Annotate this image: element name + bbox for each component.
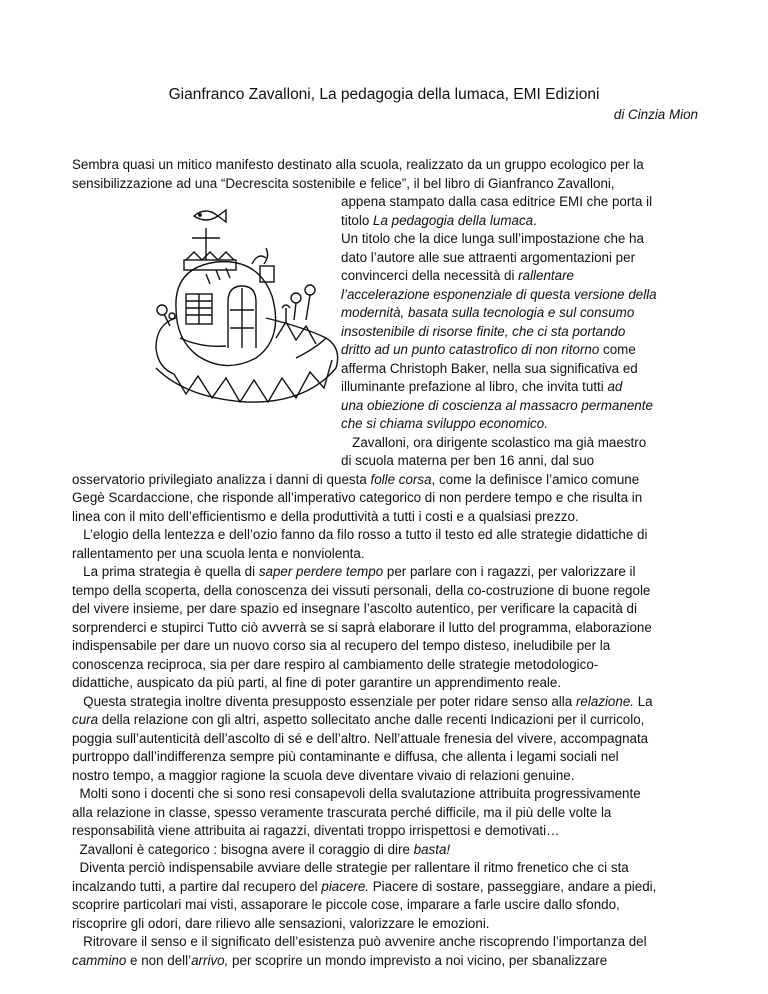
document-author: di Cinzia Mion — [613, 107, 698, 122]
paragraph-line: dato l’autore alle sue attraenti argomentazioni per — [341, 249, 636, 265]
paragraph-line: illuminante prefazione al libro, che invita tutti ad — [341, 379, 623, 394]
paragraph-line: sorprenderci e stupirci Tutto ciò avverrà se si saprà elaborare il lutto del programma, elaborazione — [72, 619, 652, 635]
paragraph-line: modernità, basata sulla tecnologia e sul consumo — [341, 305, 635, 320]
paragraph-line: sensibilizzazione ad una “Decrescita sostenibile e felice”, il bel libro di Gianfranco Zavalloni, — [72, 175, 615, 191]
paragraph-line: poggia sull’autenticità dell’ascolto di sé e dell’altro. Nell’attuale frenesia del vivere, accompagnata — [72, 730, 649, 746]
paragraph-line: convincerci della necessità di rallentare — [341, 268, 574, 283]
paragraph-line: conoscenza reciproca, sia per dare respiro al cambiamento delle strategie metodologico- — [72, 656, 599, 672]
paragraph-line: titolo La pedagogia della lumaca. — [341, 212, 537, 228]
paragraph-line: appena stampato dalla casa editrice EMI che porta il — [341, 194, 653, 209]
paragraph-line: Zavalloni è categorico : bisogna avere il coraggio di dire basta! — [72, 841, 451, 857]
paragraph-line: Diventa perciò indispensabile avviare delle strategie per rallentare il ritmo frenetico che ci sta — [72, 860, 629, 875]
paragraph-line: La prima strategia è quella di saper perdere tempo per parlare con i ragazzi, per valorizzare il — [72, 564, 636, 579]
paragraph-line: cammino e non dell’arrivo, per scoprire un mondo imprevisto a noi vicino, per sbanalizzare — [72, 952, 608, 968]
paragraph-line: Molti sono i docenti che si sono resi consapevoli della svalutazione attribuita progressivamente — [72, 786, 641, 801]
paragraph-line: scoprire particolari mai visti, assaporare le piccole cose, imparare a farle uscire dallo sfondo, — [72, 897, 620, 912]
paragraph-line: rallentamento per una scuola lenta e nonviolenta. — [72, 545, 365, 561]
paragraph-line: che si chiama sviluppo economico. — [341, 416, 548, 431]
paragraph-line: Ritrovare il senso e il significato dell’esistenza può avvenire anche riscoprendo l’importanza del — [72, 934, 647, 949]
paragraph-line: osservatorio privilegiato analizza i danni di questa folle corsa, come la definisce l’amico comune — [72, 471, 640, 487]
paragraph-line: del vivere insieme, per dare spazio ed insegnare l’ascolto autentico, per verificare la capacità di — [72, 601, 637, 616]
paragraph-line: purtroppo dall’indifferenza sempre più contaminante e diffusa, che allenta i legami sociali nel — [72, 749, 619, 764]
paragraph-line: L’elogio della lentezza e dell’ozio fanno da filo rosso a tutto il testo ed alle strategie didattiche di — [72, 527, 648, 542]
paragraph-line: di scuola materna per ben 16 anni, dal suo — [341, 453, 595, 468]
paragraph-line: indispensabile per dare un nuovo corso sia al recupero del tempo disteso, ineludibile per la — [72, 638, 611, 653]
paragraph-line: Sembra quasi un mitico manifesto destinato alla scuola, realizzato da un gruppo ecologico per la — [72, 157, 644, 172]
paragraph-line: dritto ad un punto catastrofico di non ritorno come — [341, 342, 636, 357]
paragraph-line: didattiche, auspicato da più parti, al fine di poter garantire un apprendimento reale. — [72, 675, 562, 690]
paragraph-line: Zavalloni, ora dirigente scolastico ma già maestro — [341, 434, 647, 450]
paragraph-line: linea con il mito dell’efficientismo e della produttività a tutti i costi e a qualsiasi prezzo. — [72, 508, 579, 524]
paragraph-line: alla relazione in classe, spesso veramente trascurata perché difficile, ma il più delle volte la — [72, 804, 612, 820]
paragraph-line: cura della relazione con gli altri, aspetto sollecitato anche dalle recenti Indicazioni per il curricolo, — [72, 712, 645, 727]
paragraph-line: insostenibile di risorse finite, che ci sta portando — [341, 323, 626, 339]
snail-illustration — [146, 198, 344, 436]
paragraph-line: tempo della scoperta, della conoscenza dei vissuti personali, della co-costruzione di buone regole — [72, 582, 651, 598]
paragraph-line: una obiezione di coscienza al massacro permanente — [341, 397, 653, 413]
paragraph-line: Un titolo che la dice lunga sull’impostazione che ha — [341, 231, 644, 246]
paragraph-line: l’accelerazione esponenziale di questa versione della — [341, 286, 657, 302]
paragraph-line: riscoprire gli odori, dare rilievo alle sensazioni, valorizzare le emozioni. — [72, 915, 490, 931]
paragraph-line: Gegè Scardaccione, che risponde all’imperativo categorico di non perdere tempo e che risulta in — [72, 490, 643, 505]
paragraph-line: afferma Christoph Baker, nella sua significativa ed — [341, 360, 638, 376]
paragraph-line: incalzando tutti, a partire dal recupero del piacere. Piacere di sostare, passeggiare, andare a piedi, — [72, 878, 657, 894]
paragraph-line: Questa strategia inoltre diventa presupposto essenziale per poter ridare senso alla relazione. La — [72, 693, 653, 709]
paragraph-line: responsabilità viene attribuita ai ragazzi, diventati troppo irrispettosi e demotivati… — [72, 823, 560, 838]
paragraph-line: nostro tempo, a maggior ragione la scuola deve diventare vivaio di relazioni genuine. — [72, 767, 575, 783]
document-title: Gianfranco Zavalloni, La pedagogia della lumaca, EMI Edizioni — [168, 86, 600, 103]
